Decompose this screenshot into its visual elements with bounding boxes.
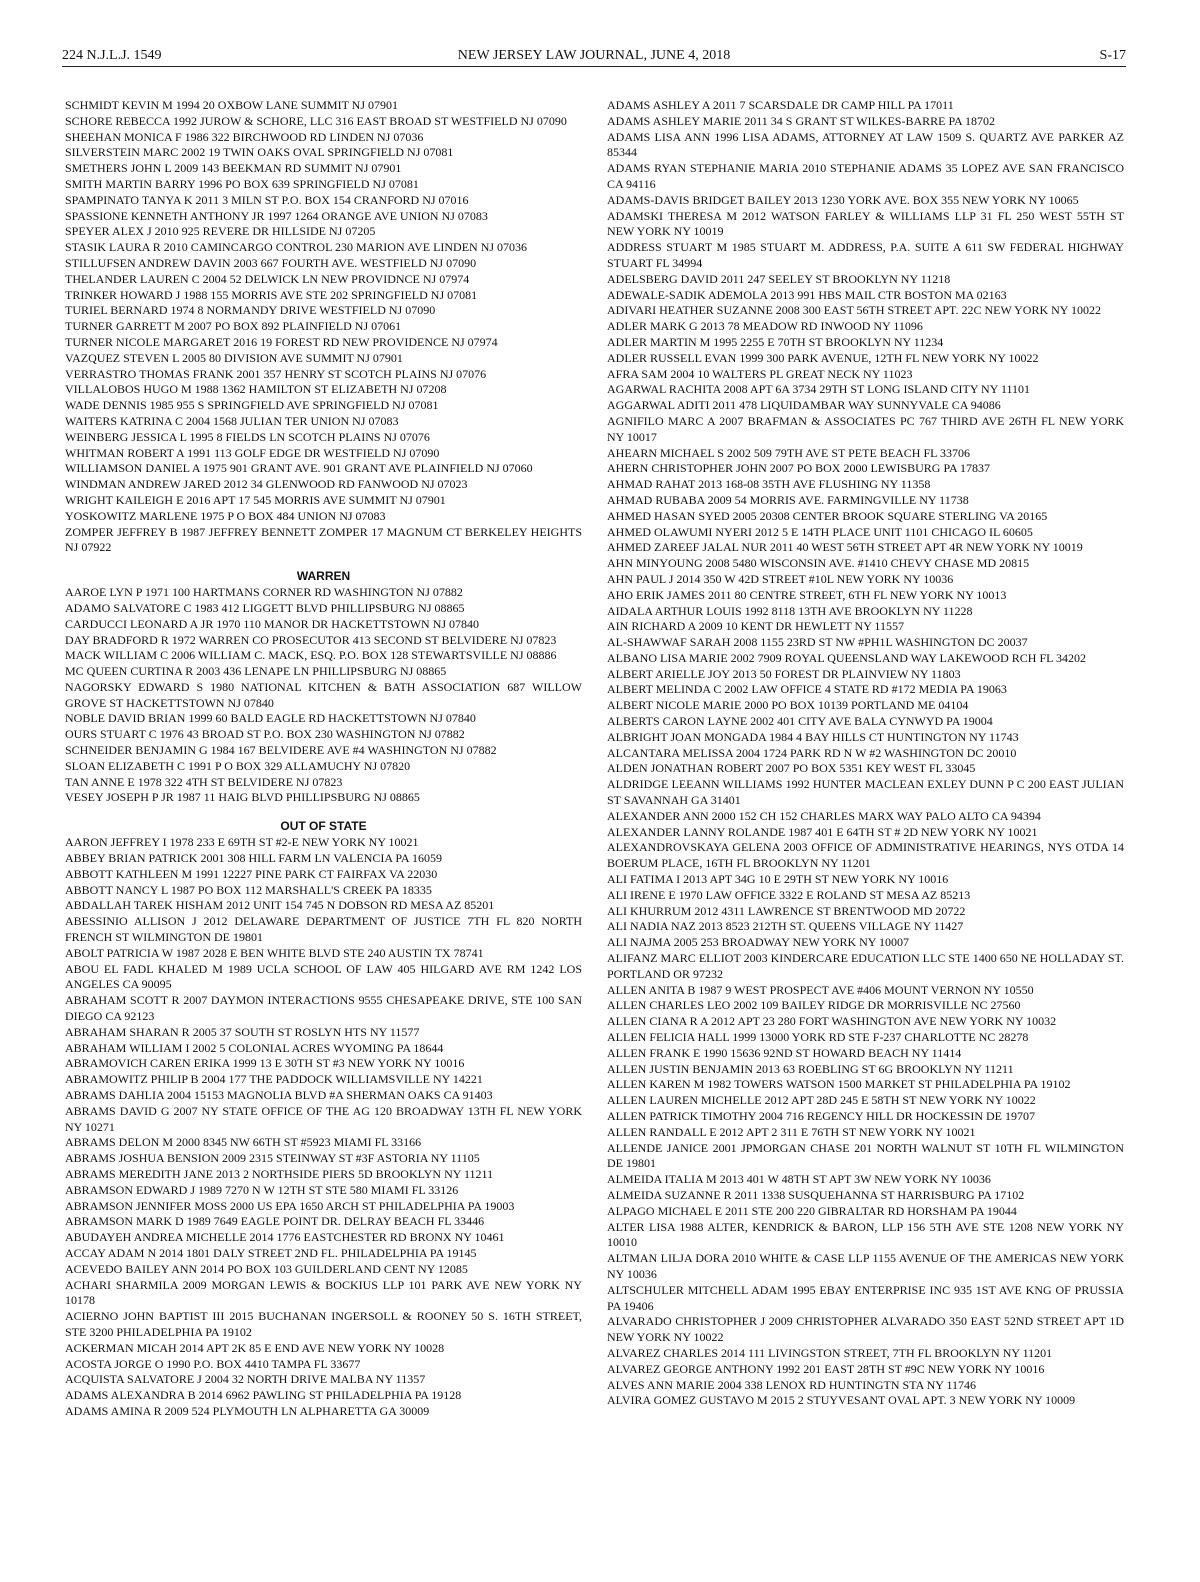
directory-entry: ABBOTT NANCY L 1987 PO BOX 112 MARSHALL'S CREEK PA 18335 (65, 882, 432, 897)
directory-entry: VILLALOBOS HUGO M 1988 1362 HAMILTON ST ELIZABETH NJ 07208 (65, 382, 447, 397)
directory-entry: AHN MINYOUNG 2008 5480 WISCONSIN AVE. #1410 CHEVY CHASE MD 20815 (607, 556, 1030, 571)
directory-entry: ABRAMOWITZ PHILIP B 2004 177 THE PADDOCK WILLIAMSVILLE NY 14221 (65, 1072, 483, 1087)
directory-entry: ADAMSKI THERESA M 2012 WATSON FARLEY & WILLIAMS LLP 31 FL 250 WEST 55TH ST NEW YORK NY 10019 (607, 208, 1124, 239)
warren-entries-list (65, 585, 582, 806)
directory-entry: ACQUISTA SALVATORE J 2004 32 NORTH DRIVE MALBA NY 11357 (65, 1372, 426, 1387)
directory-entry: AAROE LYN P 1971 100 HARTMANS CORNER RD WASHINGTON NJ 07882 (65, 585, 463, 600)
directory-entry: AHERN CHRISTOPHER JOHN 2007 PO BOX 2000 LEWISBURG PA 17837 (607, 461, 991, 476)
directory-entry: ALBERT ARIELLE JOY 2013 50 FOREST DR PLAINVIEW NY 11803 (607, 666, 961, 681)
directory-entry: ALVIRA GOMEZ GUSTAVO M 2015 2 STUYVESANT OVAL APT. 3 NEW YORK NY 10009 (607, 1393, 1076, 1408)
directory-entry: ACEVEDO BAILEY ANN 2014 PO BOX 103 GUILDERLAND CENT NY 12085 (65, 1261, 468, 1276)
directory-entry: ALVES ANN MARIE 2004 338 LENOX RD HUNTINGTN STA NY 11746 (607, 1377, 977, 1392)
directory-entry: ALVAREZ GEORGE ANTHONY 1992 201 EAST 28TH ST #9C NEW YORK NY 10016 (607, 1361, 1045, 1376)
directory-entry: ALI FATIMA I 2013 APT 34G 10 E 29TH ST NEW YORK NY 10016 (607, 872, 949, 887)
directory-entry: AHN PAUL J 2014 350 W 42D STREET #10L NEW YORK NY 10036 (607, 571, 954, 586)
directory-entry: SPEYER ALEX J 2010 925 REVERE DR HILLSIDE NJ 07205 (65, 224, 376, 239)
directory-entry: ALLEN ANITA B 1987 9 WEST PROSPECT AVE #406 MOUNT VERNON NY 10550 (607, 982, 1034, 997)
directory-entry: SILVERSTEIN MARC 2002 19 TWIN OAKS OVAL SPRINGFIELD NJ 07081 (65, 145, 454, 160)
directory-entry: ALMEIDA SUZANNE R 2011 1338 SUSQUEHANNA ST HARRISBURG PA 17102 (607, 1187, 1025, 1202)
directory-entry: ADAMS ASHLEY MARIE 2011 34 S GRANT ST WILKES-BARRE PA 18702 (607, 113, 996, 128)
directory-entry: ALLEN LAUREN MICHELLE 2012 APT 28D 245 E 58TH ST NEW YORK NY 10022 (607, 1093, 1036, 1108)
directory-entry: ALMEIDA ITALIA M 2013 401 W 48TH ST APT 3W NEW YORK NY 10036 (607, 1172, 991, 1187)
union-entries-list (65, 98, 582, 556)
directory-entry: ALI NAJMA 2005 253 BROADWAY NEW YORK NY 10007 (607, 935, 910, 950)
directory-entry: ALI NADIA NAZ 2013 8523 212TH ST. QUEENS VILLAGE NY 11427 (607, 919, 964, 934)
directory-entry: AHMAD RAHAT 2013 168-08 35TH AVE FLUSHING NY 11358 (607, 477, 931, 492)
directory-entry: AFRA SAM 2004 10 WALTERS PL GREAT NECK NY 11023 (607, 366, 913, 381)
directory-entry: ALBERT MELINDA C 2002 LAW OFFICE 4 STATE RD #172 MEDIA PA 19063 (607, 682, 1007, 697)
directory-entry: TRINKER HOWARD J 1988 155 MORRIS AVE STE 202 SPRINGFIELD NJ 07081 (65, 287, 478, 302)
directory-entry: ADAMS ASHLEY A 2011 7 SCARSDALE DR CAMP HILL PA 17011 (607, 98, 954, 112)
directory-entry: TURNER GARRETT M 2007 PO BOX 892 PLAINFIELD NJ 07061 (65, 319, 402, 334)
directory-entry: AHMAD RUBABA 2009 54 MORRIS AVE. FARMINGVILLE NY 11738 (607, 492, 969, 507)
right-column (607, 98, 1124, 1409)
directory-entry: WRIGHT KAILEIGH E 2016 APT 17 545 MORRIS AVE SUMMIT NJ 07901 (65, 492, 446, 507)
left-column (65, 98, 582, 1420)
directory-entry: ACCAY ADAM N 2014 1801 DALY STREET 2ND FL. PHILADELPHIA PA 19145 (65, 1245, 477, 1260)
directory-entry: ACOSTA JORGE O 1990 P.O. BOX 4410 TAMPA FL 33677 (65, 1356, 361, 1371)
section-heading-warren: WARREN (296, 569, 351, 584)
header-publication-date: NEW JERSEY LAW JOURNAL, JUNE 4, 2018 (457, 48, 731, 63)
directory-entry: ALBERTS CARON LAYNE 2002 401 CITY AVE BALA CYNWYD PA 19004 (607, 714, 993, 729)
directory-entry: ADIVARI HEATHER SUZANNE 2008 300 EAST 56TH STREET APT. 22C NEW YORK NY 10022 (607, 303, 1102, 318)
directory-entry: ABRAHAM SCOTT R 2007 DAYMON INTERACTIONS 9555 CHESAPEAKE DRIVE, STE 100 SAN DIEGO CA 92123 (65, 993, 582, 1024)
directory-entry: MC QUEEN CURTINA R 2003 436 LENAPE LN PHILLIPSBURG NJ 08865 (65, 664, 447, 679)
directory-entry: AGNIFILO MARC A 2007 BRAFMAN & ASSOCIATES PC 767 THIRD AVE 26TH FL NEW YORK NY 10017 (607, 413, 1124, 444)
directory-entry: ADAMS RYAN STEPHANIE MARIA 2010 STEPHANIE ADAMS 35 LOPEZ AVE SAN FRANCISCO CA 94116 (607, 161, 1124, 191)
directory-entry: AGARWAL RACHITA 2008 APT 6A 3734 29TH ST LONG ISLAND CITY NY 11101 (607, 382, 1031, 397)
directory-entry: TURNER NICOLE MARGARET 2016 19 FOREST RD NEW PROVIDENCE NJ 07974 (65, 334, 498, 349)
directory-entry: ABRAMS DAHLIA 2004 15153 MAGNOLIA BLVD #A SHERMAN OAKS CA 91403 (65, 1088, 493, 1103)
directory-entry: ALI IRENE E 1970 LAW OFFICE 3322 E ROLAND ST MESA AZ 85213 (607, 887, 971, 902)
directory-entry: ABUDAYEH ANDREA MICHELLE 2014 1776 EASTCHESTER RD BRONX NY 10461 (65, 1230, 505, 1245)
directory-entry: ABRAMS MEREDITH JANE 2013 2 NORTHSIDE PIERS 5D BROOKLYN NY 11211 (65, 1167, 494, 1181)
directory-entry: ALPAGO MICHAEL E 2011 STE 200 220 GIBRALTAR RD HORSHAM PA 19044 (607, 1203, 1017, 1218)
directory-entry: ALLEN FELICIA HALL 1999 13000 YORK RD STE F-237 CHARLOTTE NC 28278 (607, 1030, 1029, 1045)
directory-entry: ALDEN JONATHAN ROBERT 2007 PO BOX 5351 KEY WEST FL 33045 (607, 761, 976, 776)
directory-entry: ALEXANDER ANN 2000 152 CH 152 CHARLES MARX WAY PALO ALTO CA 94394 (607, 808, 1041, 823)
directory-entry: ALLEN PATRICK TIMOTHY 2004 716 REGENCY HILL DR HOCKESSIN DE 19707 (607, 1109, 1035, 1123)
directory-entry: ALIFANZ MARC ELLIOT 2003 KINDERCARE EDUCATION LLC STE 1400 650 NE HOLLADAY ST. PORTLAND OR 97232 (607, 951, 1124, 981)
directory-entry: ACHARI SHARMILA 2009 MORGAN LEWIS & BOCKIUS LLP 101 PARK AVE NEW YORK NY 10178 (65, 1277, 582, 1308)
directory-entry: ALDRIDGE LEEANN WILLIAMS 1992 HUNTER MACLEAN EXLEY DUNN P C 200 EAST JULIAN ST SAVANNAH GA 31401 (607, 777, 1124, 808)
directory-entry: ALLEN CIANA R A 2012 APT 23 280 FORT WASHINGTON AVE NEW YORK NY 10032 (607, 1014, 1057, 1029)
directory-entry: ALEXANDER LANNY ROLANDE 1987 401 E 64TH ST # 2D NEW YORK NY 10021 (607, 824, 1038, 839)
directory-entry: STASIK LAURA R 2010 CAMINCARGO CONTROL 230 MARION AVE LINDEN NJ 07036 (65, 240, 528, 255)
directory-entry: ABRAMS DAVID G 2007 NY STATE OFFICE OF THE AG 120 BROADWAY 13TH FL NEW YORK NY 10271 (65, 1103, 582, 1134)
directory-entry: WEINBERG JESSICA L 1995 8 FIELDS LN SCOTCH PLAINS NJ 07076 (65, 429, 430, 444)
directory-entry: ALLENDE JANICE 2001 JPMORGAN CHASE 201 NORTH WALNUT ST 10TH FL WILMINGTON DE 19801 (607, 1140, 1124, 1171)
directory-entry: AL-SHAWWAF SARAH 2008 1155 23RD ST NW #PH1L WASHINGTON DC 20037 (607, 635, 1028, 650)
directory-entry: OURS STUART C 1976 43 BROAD ST P.O. BOX 230 WASHINGTON NJ 07882 (65, 727, 465, 742)
directory-entry: ADAMS AMINA R 2009 524 PLYMOUTH LN ALPHARETTA GA 30009 (65, 1403, 430, 1418)
directory-entry: WINDMAN ANDREW JARED 2012 34 GLENWOOD RD FANWOOD NJ 07023 (65, 477, 468, 492)
directory-entry: ABRAHAM WILLIAM I 2002 5 COLONIAL ACRES WYOMING PA 18644 (65, 1040, 444, 1055)
directory-entry: SHEEHAN MONICA F 1986 322 BIRCHWOOD RD LINDEN NJ 07036 (65, 129, 424, 144)
directory-entry: ALVARADO CHRISTOPHER J 2009 CHRISTOPHER ALVARADO 350 EAST 52ND STREET APT 1D NEW YORK NY 10022 (607, 1314, 1124, 1345)
directory-entry: AIN RICHARD A 2009 10 KENT DR HEWLETT NY 11557 (607, 619, 904, 634)
directory-entry: TAN ANNE E 1978 322 4TH ST BELVIDERE NJ 07823 (65, 774, 343, 789)
directory-entry: DAY BRADFORD R 1972 WARREN CO PROSECUTOR 413 SECOND ST BELVIDERE NJ 07823 (65, 632, 557, 647)
directory-entry: ALBERT NICOLE MARIE 2000 PO BOX 10139 PORTLAND ME 04104 (607, 698, 969, 713)
directory-entry: SCHMIDT KEVIN M 1994 20 OXBOW LANE SUMMIT NJ 07901 (65, 98, 399, 112)
directory-entry: ABRAMS DELON M 2000 8345 NW 66TH ST #5923 MIAMI FL 33166 (65, 1135, 422, 1150)
directory-entry: ADELSBERG DAVID 2011 247 SEELEY ST BROOKLYN NY 11218 (607, 271, 951, 286)
directory-entry: ABDALLAH TAREK HISHAM 2012 UNIT 154 745 N DOBSON RD MESA AZ 85201 (65, 898, 495, 913)
directory-entry: AHEARN MICHAEL S 2002 509 79TH AVE ST PETE BEACH FL 33706 (607, 445, 971, 460)
directory-entry: SMITH MARTIN BARRY 1996 PO BOX 639 SPRINGFIELD NJ 07081 (65, 176, 419, 191)
directory-entry: STILLUFSEN ANDREW DAVIN 2003 667 FOURTH AVE. WESTFIELD NJ 07090 (65, 255, 477, 270)
directory-entry: SMETHERS JOHN L 2009 143 BEEKMAN RD SUMMIT NJ 07901 (65, 161, 402, 176)
directory-entry: CARDUCCI LEONARD A JR 1970 110 MANOR DR HACKETTSTOWN NJ 07840 (65, 616, 480, 631)
directory-entry: WHITMAN ROBERT A 1991 113 GOLF EDGE DR WESTFIELD NJ 07090 (65, 445, 440, 460)
directory-entry: SCHNEIDER BENJAMIN G 1984 167 BELVIDERE AVE #4 WASHINGTON NJ 07882 (65, 743, 497, 758)
directory-entry: ABRAMSON JENNIFER MOSS 2000 US EPA 1650 ARCH ST PHILADELPHIA PA 19003 (65, 1198, 515, 1213)
directory-entry: ADAMS LISA ANN 1996 LISA ADAMS, ATTORNEY AT LAW 1509 S. QUARTZ AVE PARKER AZ 85344 (607, 129, 1124, 160)
directory-entry: ALTMAN LILJA DORA 2010 WHITE & CASE LLP 1155 AVENUE OF THE AMERICAS NEW YORK NY 10036 (607, 1251, 1124, 1281)
directory-entry: ZOMPER JEFFREY B 1987 JEFFREY BENNETT ZOMPER 17 MAGNUM CT BERKELEY HEIGHTS NJ 07922 (65, 524, 582, 555)
directory-entry: ABRAMS JOSHUA BENSION 2009 2315 STEINWAY ST #3F ASTORIA NY 11105 (65, 1151, 480, 1166)
directory-entry: SLOAN ELIZABETH C 1991 P O BOX 329 ALLAMUCHY NJ 07820 (65, 758, 411, 773)
directory-entry: ALTSCHULER MITCHELL ADAM 1995 EBAY ENTERPRISE INC 935 1ST AVE KNG OF PRUSSIA PA 19406 (607, 1282, 1124, 1313)
directory-entry: ADAMS-DAVIS BRIDGET BAILEY 2013 1230 YORK AVE. BOX 355 NEW YORK NY 10065 (607, 192, 1079, 207)
directory-entry: ADAMO SALVATORE C 1983 412 LIGGETT BLVD PHILLIPSBURG NJ 08865 (65, 600, 465, 615)
directory-entry: WILLIAMSON DANIEL A 1975 901 GRANT AVE. 901 GRANT AVE PLAINFIELD NJ 07060 (65, 461, 533, 476)
directory-entry: ALLEN JUSTIN BENJAMIN 2013 63 ROEBLING ST 6G BROOKLYN NY 11211 (607, 1061, 1014, 1076)
directory-entry: THELANDER LAUREN C 2004 52 DELWICK LN NEW PROVIDNCE NJ 07974 (65, 271, 470, 286)
directory-entry: ABBEY BRIAN PATRICK 2001 308 HILL FARM LN VALENCIA PA 16059 (65, 851, 442, 866)
directory-entry: TURIEL BERNARD 1974 8 NORMANDY DRIVE WESTFIELD NJ 07090 (65, 303, 436, 318)
directory-entry: SPASSIONE KENNETH ANTHONY JR 1997 1264 ORANGE AVE UNION NJ 07083 (65, 208, 488, 223)
out-of-state-entries-continued-list (607, 98, 1124, 1409)
directory-entry: SCHORE REBECCA 1992 JUROW & SCHORE, LLC 316 EAST BROAD ST WESTFIELD NJ 07090 (65, 113, 567, 128)
directory-entry: ADLER RUSSELL EVAN 1999 300 PARK AVENUE, 12TH FL NEW YORK NY 10022 (607, 350, 1039, 365)
directory-entry: ALLEN FRANK E 1990 15636 92ND ST HOWARD BEACH NY 11414 (607, 1045, 962, 1060)
directory-entry: NAGORSKY EDWARD S 1980 NATIONAL KITCHEN & BATH ASSOCIATION 687 WILLOW GROVE ST HACKETTSTOWN NJ 07840 (65, 679, 582, 710)
directory-entry: ALEXANDROVSKAYA GELENA 2003 OFFICE OF ADMINISTRATIVE HEARINGS, NYS OTDA 14 BOERUM PLACE, 16TH FL BROOKLYN NY 11201 (607, 840, 1124, 871)
directory-entry: ABBOTT KATHLEEN M 1991 12227 PINE PARK CT FAIRFAX VA 22030 (65, 866, 438, 881)
directory-entry: ALTER LISA 1988 ALTER, KENDRICK & BARON, LLP 156 5TH AVE STE 1208 NEW YORK NY 10010 (607, 1219, 1124, 1250)
header-page-number: S-17 (1099, 48, 1126, 63)
directory-entry: ABRAMOVICH CAREN ERIKA 1999 13 E 30TH ST #3 NEW YORK NY 10016 (65, 1056, 465, 1071)
directory-entry: ALLEN CHARLES LEO 2002 109 BAILEY RIDGE DR MORRISVILLE NC 27560 (607, 998, 1021, 1013)
directory-entry: AHMED HASAN SYED 2005 20308 CENTER BROOK SQUARE STERLING VA 20165 (607, 508, 1048, 523)
directory-entry: VAZQUEZ STEVEN L 2005 80 DIVISION AVE SUMMIT NJ 07901 (65, 350, 403, 365)
directory-entry: ADLER MARTIN M 1995 2255 E 70TH ST BROOKLYN NY 11234 (607, 334, 944, 349)
directory-entry: VERRASTRO THOMAS FRANK 2001 357 HENRY ST SCOTCH PLAINS NJ 07076 (65, 366, 487, 381)
directory-entry: WAITERS KATRINA C 2004 1568 JULIAN TER UNION NJ 07083 (65, 413, 399, 428)
directory-entry: ALBRIGHT JOAN MONGADA 1984 4 BAY HILLS CT HUNTINGTON NY 11743 (607, 729, 1019, 744)
header-citation: 224 N.J.L.J. 1549 (62, 48, 162, 63)
directory-entry: WADE DENNIS 1985 955 S SPRINGFIELD AVE SPRINGFIELD NJ 07081 (65, 398, 439, 413)
directory-entry: ALBANO LISA MARIE 2002 7909 ROYAL QUEENSLAND WAY LAKEWOOD RCH FL 34202 (607, 650, 1086, 665)
directory-entry: ACKERMAN MICAH 2014 APT 2K 85 E END AVE NEW YORK NY 10028 (65, 1340, 445, 1355)
directory-entry: YOSKOWITZ MARLENE 1975 P O BOX 484 UNION NJ 07083 (65, 508, 386, 523)
directory-entry: ALLEN RANDALL E 2012 APT 2 311 E 76TH ST NEW YORK NY 10021 (607, 1124, 976, 1139)
directory-entry: ALVAREZ CHARLES 2014 111 LIVINGSTON STREET, 7TH FL BROOKLYN NY 11201 (607, 1345, 1053, 1360)
directory-entry: AIDALA ARTHUR LOUIS 1992 8118 13TH AVE BROOKLYN NY 11228 (607, 603, 973, 618)
directory-entry: SPAMPINATO TANYA K 2011 3 MILN ST P.O. BOX 154 CRANFORD NJ 07016 (65, 192, 469, 207)
section-heading-out-of-state: OUT OF STATE (280, 819, 367, 834)
directory-entry: AHMED OLAWUMI NYERI 2012 5 E 14TH PLACE UNIT 1101 CHICAGO IL 60605 (607, 524, 1033, 539)
directory-entry: ABRAMSON EDWARD J 1989 7270 N W 12TH ST STE 580 MIAMI FL 33126 (65, 1182, 459, 1197)
directory-entry: ADEWALE-SADIK ADEMOLA 2013 991 HBS MAIL CTR BOSTON MA 02163 (607, 287, 1007, 302)
directory-entry: ALCANTARA MELISSA 2004 1724 PARK RD N W #2 WASHINGTON DC 20010 (607, 745, 1017, 760)
directory-entry: ALI KHURRUM 2012 4311 LAWRENCE ST BRENTWOOD MD 20722 (607, 903, 966, 918)
directory-entry: ABOLT PATRICIA W 1987 2028 E BEN WHITE BLVD STE 240 AUSTIN TX 78741 (65, 945, 484, 960)
directory-entry: AGGARWAL ADITI 2011 478 LIQUIDAMBAR WAY SUNNYVALE CA 94086 (607, 398, 1001, 413)
directory-entry: MACK WILLIAM C 2006 WILLIAM C. MACK, ESQ. P.O. BOX 128 STEWARTSVILLE NJ 08886 (65, 648, 557, 663)
directory-entry: AARON JEFFREY I 1978 233 E 69TH ST #2-E NEW YORK NY 10021 (65, 835, 419, 850)
directory-entry: ACIERNO JOHN BAPTIST III 2015 BUCHANAN INGERSOLL & ROONEY 50 S. 16TH STREET, STE 3200 PHILADELPHIA PA 19102 (65, 1309, 582, 1339)
out-of-state-entries-list (65, 835, 582, 1419)
directory-entry: ABRAHAM SHARAN R 2005 37 SOUTH ST ROSLYN HTS NY 11577 (65, 1024, 420, 1039)
directory-entry: VESEY JOSEPH P JR 1987 11 HAIG BLVD PHILLIPSBURG NJ 08865 (65, 790, 420, 805)
directory-entry: ABOU EL FADL KHALED M 1989 UCLA SCHOOL OF LAW 405 HILGARD AVE RM 1242 LOS ANGELES CA 90095 (65, 961, 582, 992)
directory-entry: ABESSINIO ALLISON J 2012 DELAWARE DEPARTMENT OF JUSTICE 7TH FL 820 NORTH FRENCH ST WILMINGTON DE 19801 (65, 914, 582, 945)
running-header (62, 46, 1126, 67)
directory-entry: ADDRESS STUART M 1985 STUART M. ADDRESS, P.A. SUITE A 611 SW FEDERAL HIGHWAY STUART FL 34994 (607, 240, 1124, 270)
directory-entry: AHO ERIK JAMES 2011 80 CENTRE STREET, 6TH FL NEW YORK NY 10013 (607, 587, 1007, 602)
directory-entry: ABRAMSON MARK D 1989 7649 EAGLE POINT DR. DELRAY BEACH FL 33446 (65, 1214, 485, 1229)
directory-entry: AHMED ZAREEF JALAL NUR 2011 40 WEST 56TH STREET APT 4R NEW YORK NY 10019 (607, 540, 1083, 555)
directory-entry: NOBLE DAVID BRIAN 1999 60 BALD EAGLE RD HACKETTSTOWN NJ 07840 (65, 711, 476, 726)
directory-entry: ALLEN KAREN M 1982 TOWERS WATSON 1500 MARKET ST PHILADELPHIA PA 19102 (607, 1077, 1071, 1092)
directory-entry: ADLER MARK G 2013 78 MEADOW RD INWOOD NY 11096 (607, 319, 923, 334)
directory-entry: ADAMS ALEXANDRA B 2014 6962 PAWLING ST PHILADELPHIA PA 19128 (65, 1388, 462, 1403)
